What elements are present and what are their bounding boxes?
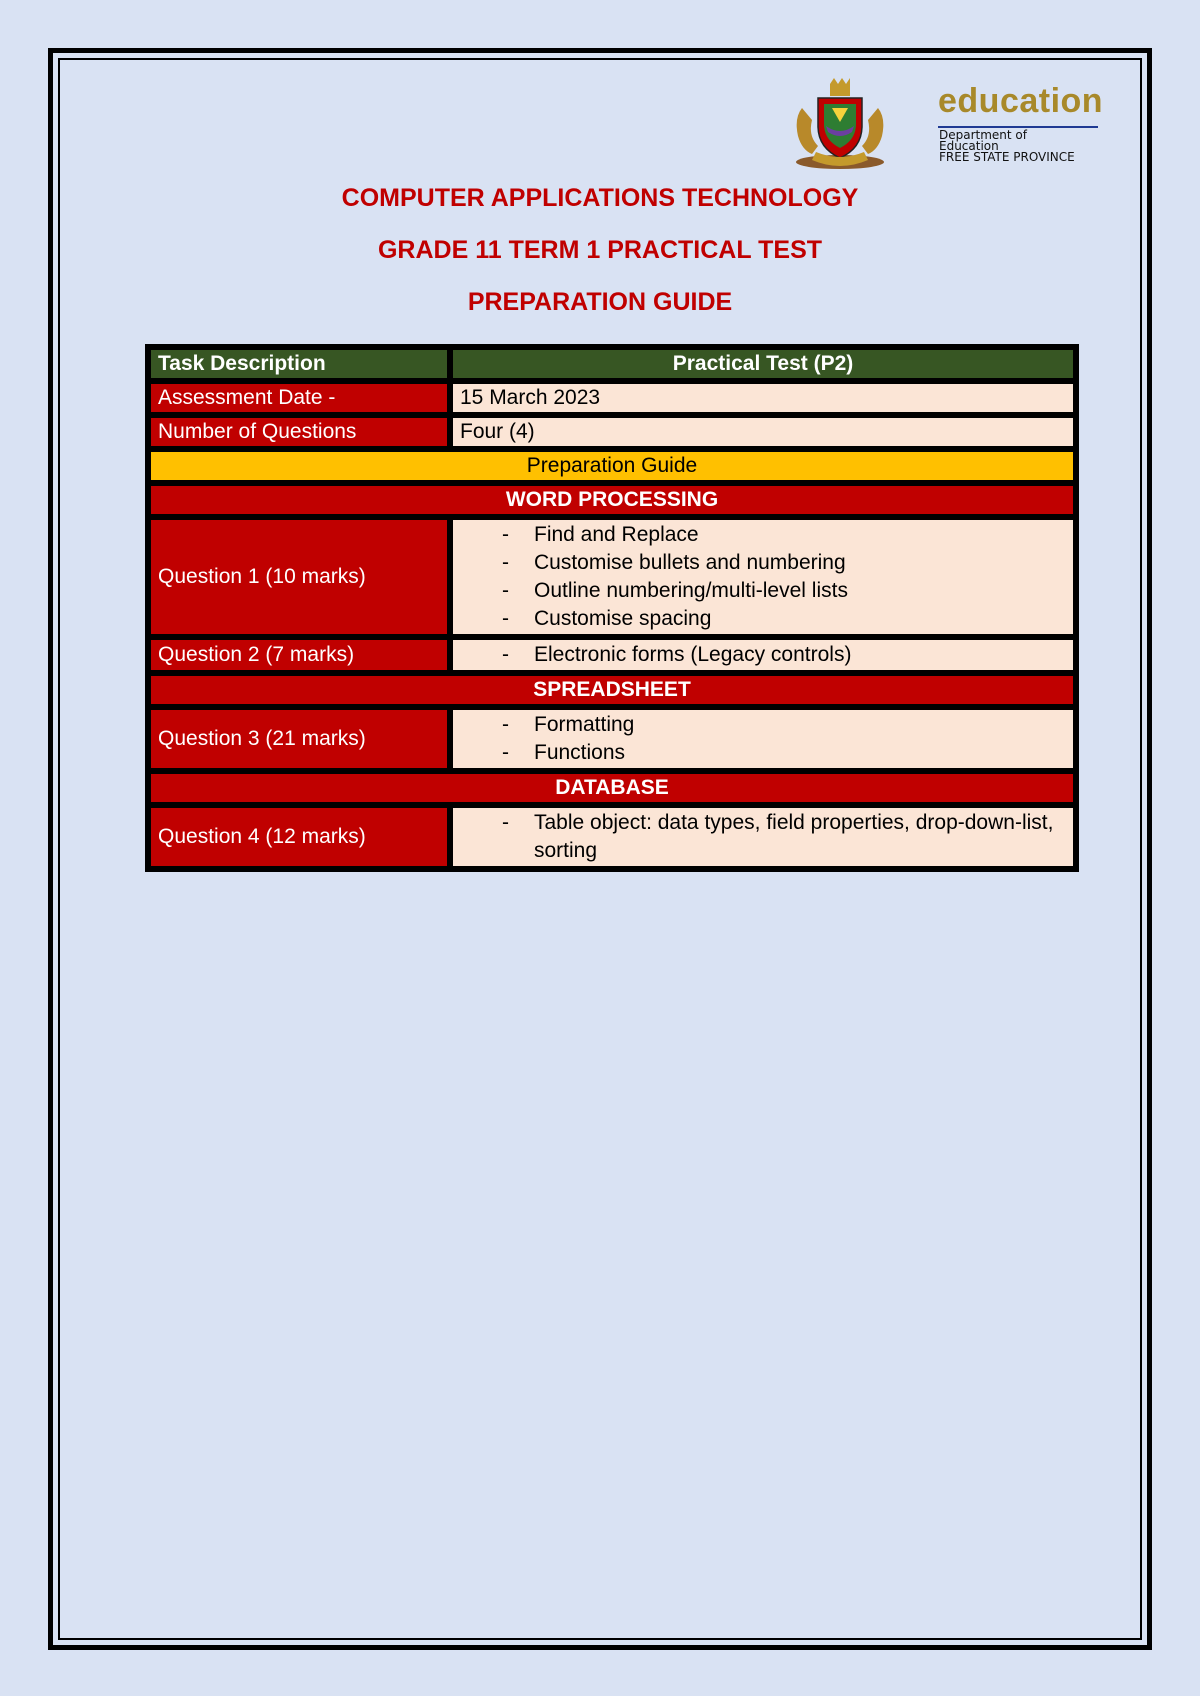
- list-item: - Outline numbering/multi-level lists: [460, 577, 1066, 605]
- table-row: [151, 640, 1073, 670]
- table-row: [151, 676, 1073, 704]
- list-item: - Find and Replace: [460, 521, 1066, 549]
- section-word-processing: WORD PROCESSING: [151, 486, 1073, 514]
- table-row: [151, 486, 1073, 514]
- table-row: [151, 774, 1073, 802]
- list-item: - Electronic forms (Legacy controls): [460, 641, 1066, 669]
- list-item: - Functions: [460, 739, 1066, 767]
- question-2-label: Question 2 (7 marks): [151, 640, 447, 670]
- assessment-date-label: Assessment Date -: [151, 384, 447, 412]
- preparation-table: [145, 344, 1079, 872]
- list-item: - Table object: data types, field properties, drop-down-list, sorting: [460, 809, 1066, 865]
- list-item: - Customise bullets and numbering: [460, 549, 1066, 577]
- document-titles: [0, 186, 1200, 342]
- preparation-guide-row: Preparation Guide: [151, 452, 1073, 480]
- logo-dept-line2: Education: [939, 139, 999, 153]
- list-item: - Customise spacing: [460, 605, 1066, 633]
- title-subject: COMPUTER APPLICATIONS TECHNOLOGY: [341, 184, 859, 212]
- question-3-topics: [453, 710, 1073, 768]
- question-2-topics: [453, 640, 1073, 670]
- question-1-label: Question 1 (10 marks): [151, 520, 447, 634]
- table-row: [151, 710, 1073, 768]
- question-4-label: Question 4 (12 marks): [151, 808, 447, 866]
- department-logo: [790, 78, 1110, 173]
- number-of-questions-value: Four (4): [453, 418, 1073, 446]
- table-row: [151, 520, 1073, 634]
- title-guide: PREPARATION GUIDE: [467, 288, 733, 316]
- table-row: [151, 384, 1073, 412]
- question-1-topics: [453, 520, 1073, 634]
- question-3-label: Question 3 (21 marks): [151, 710, 447, 768]
- assessment-date-value: 15 March 2023: [453, 384, 1073, 412]
- question-4-topics: [453, 808, 1073, 866]
- header-practical-test: Practical Test (P2): [453, 350, 1073, 378]
- logo-department-text: [939, 130, 1075, 163]
- coat-of-arms-icon: [790, 78, 890, 173]
- table-row: [151, 418, 1073, 446]
- list-item: - Formatting: [460, 711, 1066, 739]
- logo-dept-line1: Department of: [939, 128, 1027, 142]
- table-header-row: [151, 350, 1073, 378]
- header-task-description: Task Description: [151, 350, 447, 378]
- table-row: [151, 808, 1073, 866]
- title-grade-term: GRADE 11 TERM 1 PRACTICAL TEST: [377, 236, 823, 264]
- table-row: [151, 452, 1073, 480]
- logo-wordmark: education: [938, 82, 1104, 120]
- logo-dept-line3: FREE STATE PROVINCE: [939, 150, 1075, 164]
- section-spreadsheet: SPREADSHEET: [151, 676, 1073, 704]
- number-of-questions-label: Number of Questions: [151, 418, 447, 446]
- section-database: DATABASE: [151, 774, 1073, 802]
